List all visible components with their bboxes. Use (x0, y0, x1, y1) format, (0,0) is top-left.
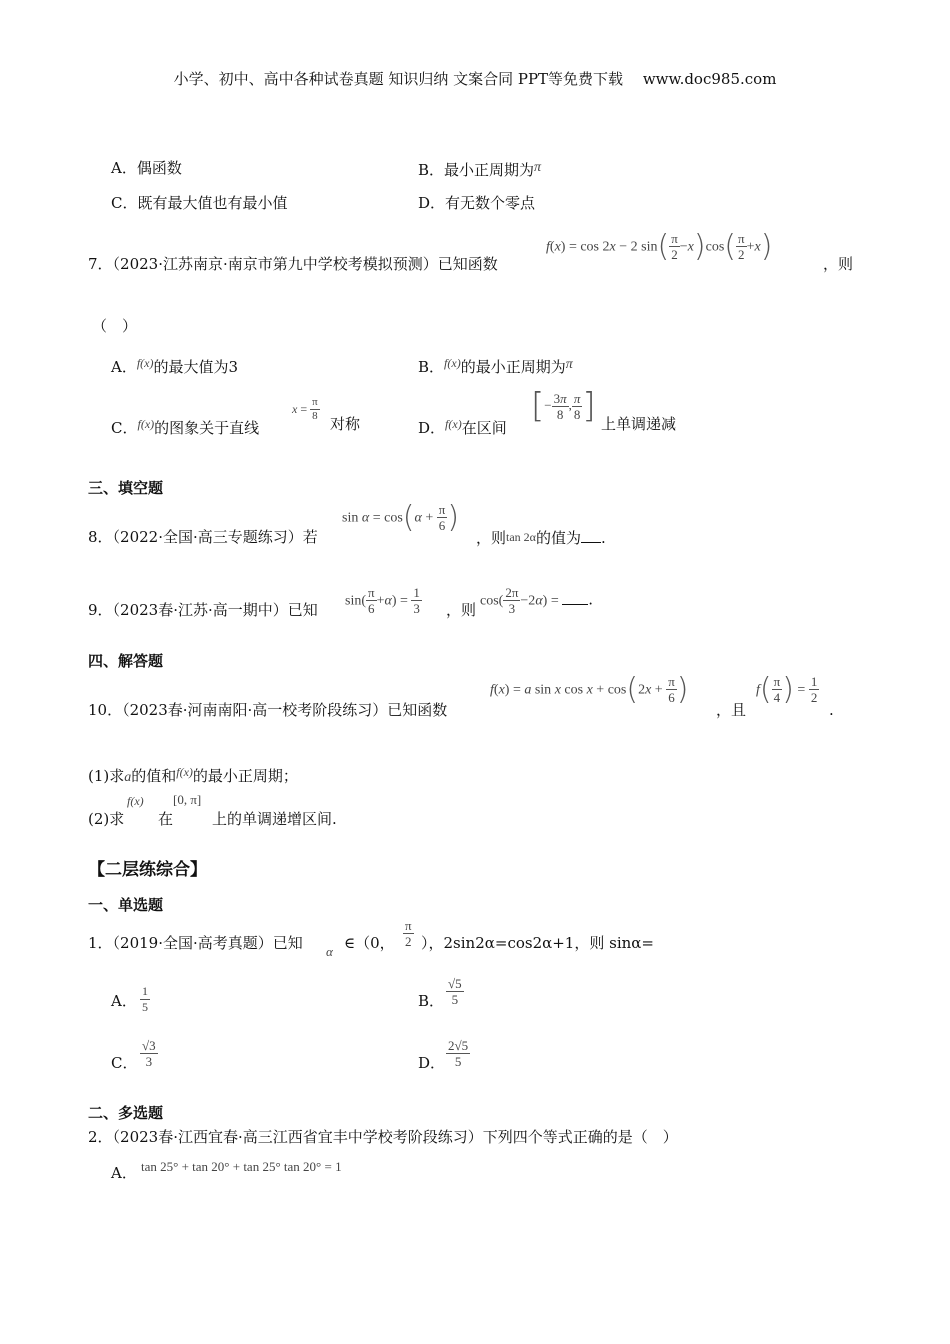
q7-option-d-label: D．$^{f(x)}$在区间 (418, 417, 507, 437)
p1-option-a-value: $\frac{1}{5}$ (142, 984, 148, 1014)
p1-option-d-label: D． (418, 1054, 446, 1072)
p2-option-a-expr: tan 25° + tan 20° + tan 25° tan 20° = 1 (141, 1159, 342, 1174)
section-single-choice: 一、单选题 (88, 896, 164, 914)
q9-expression: cos( $\frac{2\pi}{3}$ −2α) = . (480, 585, 594, 616)
q10-part2-c: 上的单调递增区间. (212, 810, 337, 828)
q9-answer-blank[interactable] (562, 590, 588, 605)
q9-mid: ，则 (446, 601, 477, 619)
q10-end: . (829, 701, 834, 719)
section-multi-choice: 二、多选题 (88, 1104, 164, 1122)
q10-condition: f( $\frac{\pi}{4}$ ) = $\frac{1}{2}$ (756, 672, 818, 707)
p1-option-a-label: A． (111, 992, 137, 1010)
q9-condition: sin( $\frac{\pi}{6}$ +α) = $\frac{1}{3}$ (345, 585, 420, 616)
p1-stem-b: ∈（0， (344, 934, 395, 952)
p1-option-b-label: B． (418, 992, 445, 1010)
q10-part2-fx: f(x) (127, 794, 144, 808)
q7-option-c-tail: 对称 (330, 415, 361, 433)
q9-stem: 9．（2023春·江苏·高一期中）已知 (88, 601, 318, 619)
p1-alpha: α (326, 944, 333, 959)
page-header: 小学、初中、高中各种试卷真题 知识归纳 文案合同 PPT等免费下载 www.doc985.com (173, 70, 777, 88)
q6-option-d: D．有无数个零点 (418, 194, 536, 212)
p1-option-d-value: $\frac{2√5}{5}$ (448, 1038, 469, 1069)
section-fill-in: 三、填空题 (88, 479, 164, 497)
p1-option-b-value: $\frac{√5}{5}$ (448, 976, 462, 1007)
layer2-heading: 【二层练综合】 (88, 860, 207, 880)
p1-option-c-label: C． (111, 1054, 138, 1072)
p1-stem-a: 1．（2019·全国·高考真题）已知 (88, 934, 303, 952)
q7-option-a: A．$^{f(x)}$的最大值为3 (111, 356, 239, 376)
q7-option-b: B．$^{f(x)}$的最小正周期为π (418, 356, 573, 376)
p1-pi-half: $\frac{\pi}{2}$ (405, 918, 412, 949)
q8-mid: ，则tan 2α的值为 . (476, 529, 606, 547)
q10-part2-interval: [0, π] (173, 792, 202, 807)
q10-mid: ，且 (716, 701, 747, 719)
q7-option-c-line: x = $\frac{\pi}{8}$ (292, 396, 318, 422)
q8-condition: sin α = cos(α + $\frac{\pi}{6}$ ) (342, 500, 460, 535)
q6-option-c: C．既有最大值也有最小值 (111, 194, 288, 212)
p1-option-c-value: $\frac{√3}{3}$ (142, 1038, 156, 1069)
q7-function-formula: f(x) = cos 2x − 2 sin( $\frac{\pi}{2}$ −x)cos( $\frac{\pi}{2}$ +x) (546, 229, 773, 264)
section-answer: 四、解答题 (88, 652, 164, 670)
q7-option-d-tail: 上单调递减 (601, 415, 677, 433)
q8-answer-blank[interactable] (581, 528, 601, 543)
q10-stem: 10．（2023春·河南南阳·高一校考阶段练习）已知函数 (88, 701, 448, 719)
q6-option-b: B．最小正周期为π (418, 160, 542, 179)
p2-stem: 2．（2023春·江西宜春·高三江西省宜丰中学校考阶段练习）下列四个等式正确的是（ ） (88, 1128, 678, 1146)
q6-option-a: A．偶函数 (111, 159, 182, 177)
q10-function-formula: f(x) = a sin x cos x + cos(2x + $\frac{\pi}{6}$ ) (490, 672, 689, 707)
q10-part2-a: (2)求 (88, 810, 125, 828)
q8-stem: 8．（2022·全国·高三专题练习）若 (88, 528, 318, 546)
q10-part2-b: 在 (158, 810, 174, 828)
p2-option-a-label: A． (111, 1164, 137, 1182)
q7-paren: （ ） (92, 317, 138, 335)
q7-then: ，则 (823, 255, 854, 273)
q7-option-d-interval: [− $\frac{3\pi}{8}$ , $\frac{\pi}{8}$ ] (531, 386, 596, 426)
p1-stem-c: ），2sin2α=cos2α+1，则 sinα= (421, 934, 654, 952)
q10-part1: (1)求a的值和$^{f(x)}$的最小正周期； (88, 765, 298, 785)
q7-stem: 7．（2023·江苏南京·南京市第九中学校考模拟预测）已知函数 (88, 255, 498, 273)
q7-option-c-label: C．$^{f(x)}$的图象关于直线 (111, 417, 260, 437)
